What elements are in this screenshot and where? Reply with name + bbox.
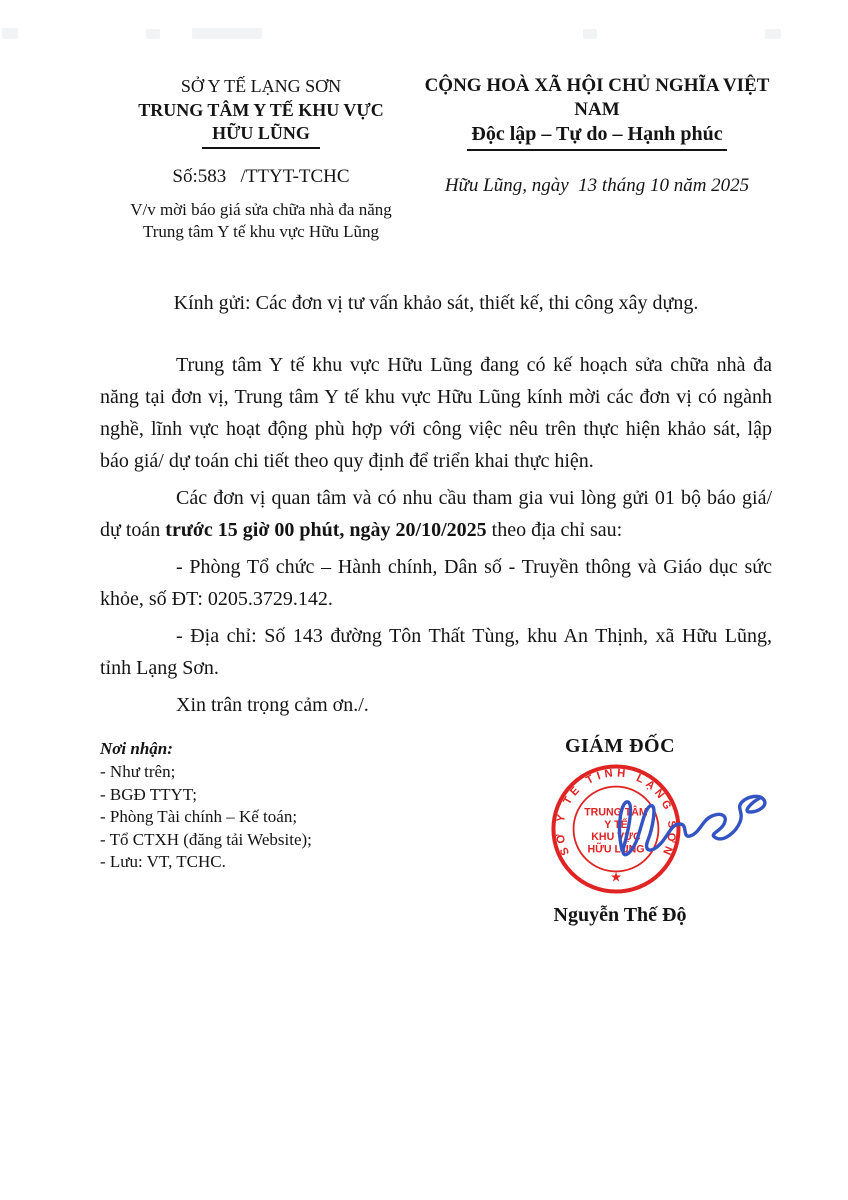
organization-name-line2: HỮU LŨNG	[202, 122, 320, 149]
national-title: CỘNG HOÀ XÃ HỘI CHỦ NGHĨA VIỆT NAM	[424, 75, 770, 120]
stamp-star-icon: ★	[609, 869, 622, 885]
subject-line1: V/v mời báo giá sửa chữa nhà đa năng	[130, 200, 392, 219]
closing-line: Xin trân trọng cảm ơn./.	[176, 694, 369, 716]
document-number: Số:583 /TTYT-TCHC	[172, 166, 350, 187]
issuing-department: SỞ Y TẾ LẠNG SƠN	[180, 76, 342, 96]
scan-noise	[765, 29, 781, 39]
recipient-item: - Như trên;	[100, 762, 176, 781]
organization-name-line1: TRUNG TÂM Y TẾ KHU VỰC	[138, 100, 384, 120]
recipients-title: Nơi nhận:	[100, 739, 173, 758]
paragraph-address: - Địa chỉ: Số 143 đường Tôn Thất Tùng, khu An Thịnh, xã Hữu Lũng, tỉnh Lạng Sơn.	[100, 625, 772, 679]
scan-noise	[583, 29, 597, 39]
signer-name: Nguyễn Thế Độ	[553, 904, 687, 926]
svg-text:TRUNG TÂM: TRUNG TÂM	[584, 806, 648, 819]
stamp-ring-text: SỞ Y TẾ TỈNH LẠNG SƠN	[554, 767, 678, 857]
document-header	[100, 74, 772, 243]
place-and-date: Hữu Lũng, ngày 13 tháng 10 năm 2025	[444, 175, 750, 196]
recipient-item: - Lưu: VT, TCHC.	[100, 852, 226, 871]
salutation: Kính gửi: Các đơn vị tư vấn khảo sát, thiết kế, thi công xây dựng.	[173, 292, 699, 314]
svg-text:Y TẾ: Y TẾ	[604, 818, 628, 831]
document-body	[100, 287, 772, 721]
subject-line2: Trung tâm Y tế khu vực Hữu Lũng	[142, 222, 380, 241]
document-content	[100, 74, 772, 927]
issuer-block	[100, 74, 422, 243]
scan-noise	[146, 29, 160, 39]
scan-noise	[2, 28, 18, 39]
recipient-item: - Tổ CTXH (đăng tải Website);	[100, 829, 312, 849]
scan-noise	[192, 28, 262, 39]
national-motto: Độc lập – Tự do – Hạnh phúc	[467, 122, 726, 151]
signature-block	[504, 735, 736, 927]
stamp-area	[504, 766, 736, 902]
paragraph-contact-department: - Phòng Tổ chức – Hành chính, Dân số - Truyền thông và Giáo dục sức khỏe, số ĐT: 0205.3729.142.	[100, 556, 772, 610]
paragraph-deadline: Các đơn vị quan tâm và có nhu cầu tham gia vui lòng gửi 01 bộ báo giá/ dự toán trước 15 giờ 00 phút, ngày 20/10/2025 theo địa chỉ sau:	[100, 487, 772, 541]
svg-text:KHU VỰC: KHU VỰC	[591, 831, 641, 844]
document-footer	[100, 735, 772, 927]
national-header-block	[422, 74, 772, 243]
signature-scrawl	[608, 772, 788, 872]
recipient-item: - Phòng Tài chính – Kế toán;	[100, 807, 298, 826]
document-subject	[100, 199, 422, 243]
recipient-item: - BGĐ TTYT;	[100, 784, 197, 804]
recipients-block	[100, 735, 504, 874]
paragraph-plan: Trung tâm Y tế khu vực Hữu Lũng đang có kế hoạch sửa chữa nhà đa năng tại đơn vị, Trung tâm Y tế khu vực Hữu Lũng kính mời các đơn vị có ngành nghề, lĩnh vực hoạt động phù hợp với công việc nêu trên thực hiện khảo sát, lập báo giá/ dự toán chi tiết theo quy định để triển khai thực hiện.	[100, 354, 772, 472]
signer-title: GIÁM ĐỐC	[564, 735, 676, 757]
svg-text:HỮU LŨNG: HỮU LŨNG	[587, 843, 645, 856]
